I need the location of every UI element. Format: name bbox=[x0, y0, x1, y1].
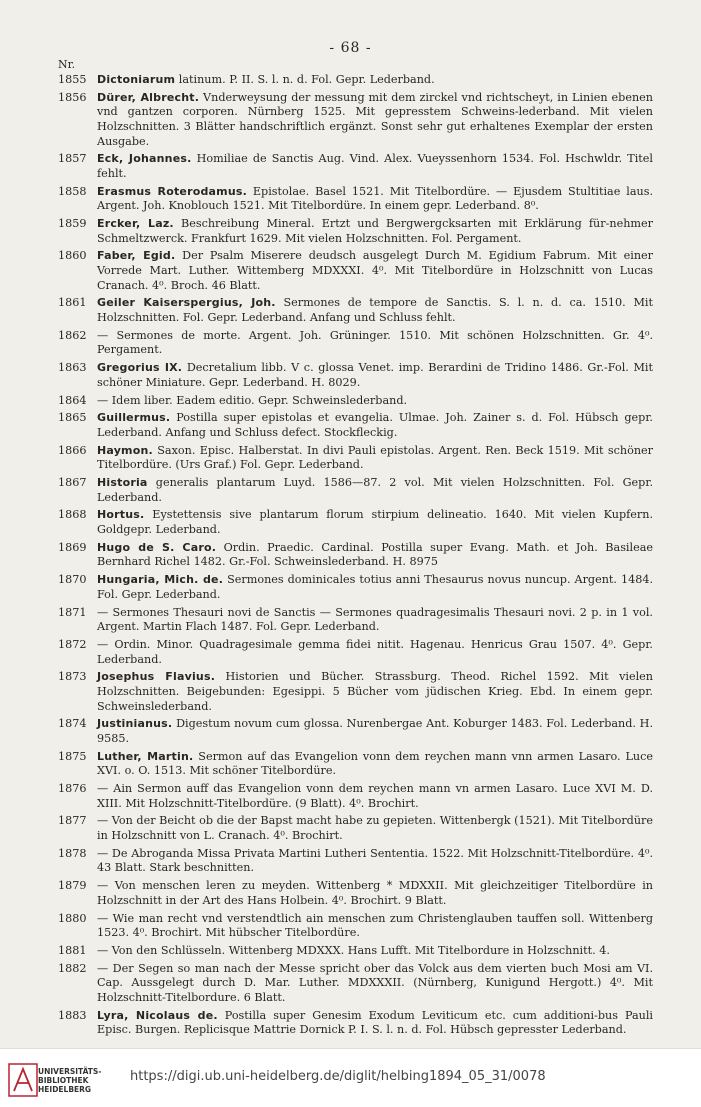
page-number: - 68 - bbox=[329, 40, 372, 56]
entry-description: Epistolae. Basel 1521. Mit Titelbordüre. — Ejusdem Stultitiae laus. Argent. Joh. Knoblouch 1521. Mit Titelbordüre. In einem gepr. Lederband. 8⁰. bbox=[97, 184, 653, 213]
entry-description: Postilla super Genesim Exodum Leviticum etc. cum additioni-bus Pauli Episc. Burgen. Replicisque Mattrie Dornick P. I. S. l. n. d. Fol. Hübsch gepresster Lederband. bbox=[97, 1008, 653, 1037]
entry-description: — Von den Schlüsseln. Wittenberg MDXXX. Hans Lufft. Mit Titelbordure in Holzschnitt. 4. bbox=[97, 943, 610, 957]
catalog-entry bbox=[0, 750, 701, 779]
entry-description: Sermones dominicales totius anni Thesaurus novus nuncup. Argent. 1484. Fol. Gepr. Lederband. bbox=[97, 573, 654, 601]
entry-number: 1877 bbox=[58, 814, 87, 828]
entry-number: 1860 bbox=[58, 249, 87, 263]
entry-description: Decretalium libb. V c. glossa Venet. imp. Berardini de Tridino 1486. Gr.-Fol. Mit schöner Miniature. Gepr. Lederband. H. 8029. bbox=[97, 361, 653, 389]
library-name bbox=[38, 1067, 101, 1094]
catalog-entry bbox=[0, 444, 701, 473]
entry-number: 1863 bbox=[58, 361, 87, 375]
catalog-entry bbox=[0, 638, 701, 667]
entry-number: 1874 bbox=[58, 717, 87, 731]
catalog-entry bbox=[0, 411, 701, 440]
entry-description: Homiliae de Sanctis Aug. Vind. Alex. Vueyssenhorn 1534. Fol. Hschwldr. Titel fehlt. bbox=[97, 152, 653, 180]
entry-number: 1882 bbox=[58, 961, 87, 975]
entry-number: 1870 bbox=[58, 573, 87, 587]
catalog-entries bbox=[0, 73, 701, 1041]
entry-number: 1865 bbox=[58, 411, 87, 425]
entry-heading: Haymon. bbox=[97, 443, 153, 457]
entry-number: 1859 bbox=[58, 217, 87, 231]
entry-number: 1858 bbox=[58, 184, 87, 198]
catalog-entry bbox=[0, 879, 701, 908]
catalog-entry bbox=[0, 670, 701, 714]
catalog-entry bbox=[0, 606, 701, 635]
catalog-entry bbox=[0, 944, 701, 959]
catalog-entry bbox=[0, 329, 701, 358]
catalog-entry bbox=[0, 912, 701, 941]
catalog-entry bbox=[0, 296, 701, 325]
catalog-entry bbox=[0, 782, 701, 811]
entry-number: 1861 bbox=[58, 296, 87, 310]
catalog-entry bbox=[0, 508, 701, 537]
catalog-entry bbox=[0, 541, 701, 570]
entry-heading: Josephus Flavius. bbox=[97, 670, 216, 684]
entry-heading: Justinianus. bbox=[97, 717, 173, 731]
nr-label: Nr. bbox=[58, 58, 76, 71]
entry-number: 1881 bbox=[58, 943, 87, 957]
entry-heading: Luther, Martin. bbox=[97, 749, 194, 763]
catalog-entry bbox=[0, 476, 701, 505]
entry-heading: Historia bbox=[97, 476, 148, 490]
entry-heading: Faber, Egid. bbox=[97, 249, 176, 263]
entry-heading: Lyra, Nicolaus de. bbox=[97, 1008, 218, 1022]
catalog-entry bbox=[0, 73, 701, 88]
entry-heading: Guillermus. bbox=[97, 411, 171, 425]
entry-number: 1872 bbox=[58, 637, 87, 651]
entry-description: — Sermones de morte. Argent. Joh. Grüninger. 1510. Mit schönen Holzschnitten. Gr. 4⁰. Pergament. bbox=[97, 328, 653, 357]
entry-number: 1855 bbox=[58, 73, 87, 86]
entry-description: — Sermones Thesauri novi de Sanctis — Sermones quadragesimalis Thesauri novi. 2 p. in 1 vol. Argent. Martin Flach 1487. Fol. Gepr. Lederband. bbox=[97, 605, 653, 634]
entry-heading: Dictoniarum bbox=[97, 73, 176, 86]
entry-description: — Wie man recht vnd verstendtlich ain menschen zum Christenglauben tauffen soll. Wittenberg 1523. 4⁰. Brochirt. Mit hübscher Titelbordüre. bbox=[97, 911, 653, 940]
entry-description: — De Abroganda Missa Privata Martini Lutheri Sententia. 1522. Mit Holzschnitt-Titelbordüre. 4⁰. 43 Blatt. Stark beschnitten. bbox=[97, 846, 653, 875]
entry-description: Sermon auf das Evangelion vonn dem reychen mann vnn armen Lasaro. Luce XVI. o. O. 1513. Mit schöner Titelbordüre. bbox=[97, 749, 653, 778]
entry-number: 1869 bbox=[58, 540, 87, 554]
entry-number: 1879 bbox=[58, 879, 87, 893]
entry-heading: Gregorius IX. bbox=[97, 361, 183, 375]
catalog-entry bbox=[0, 573, 701, 602]
entry-description: Der Psalm Miserere deudsch ausgelegt Durch M. Egidium Fabrum. Mit einer Vorrede Mart. Luther. Wittemberg MDXXXI. 4⁰. Mit Titelbordüre in Holzschnitt von Lucas Cranach. 4⁰. Broch. 46 Blatt. bbox=[97, 249, 653, 292]
catalog-entry bbox=[0, 91, 701, 149]
entry-description: — Ordin. Minor. Quadragesimale gemma fidei nitit. Hagenau. Henricus Grau 1507. 4⁰. Gepr. Lederband. bbox=[97, 637, 653, 666]
entry-number: 1883 bbox=[58, 1008, 87, 1022]
source-url-link[interactable]: https://digi.ub.uni-heidelberg.de/diglit/helbing1894_05_31/0078 bbox=[130, 1069, 546, 1084]
entry-description: Postilla super epistolas et evangelia. Ulmae. Joh. Zainer s. d. Fol. Hübsch gepr. Lederband. Anfang und Schluss defect. Stockfleckig. bbox=[97, 411, 653, 439]
footer-bar bbox=[0, 1048, 701, 1107]
entry-number: 1866 bbox=[58, 443, 87, 457]
entry-number: 1868 bbox=[58, 508, 87, 522]
entry-description: Eystettensis sive plantarum florum stirpium delineatio. 1640. Mit vielen Kupfern. Goldgepr. Lederband. bbox=[97, 508, 654, 537]
catalog-entry bbox=[0, 185, 701, 214]
library-name-line: BIBLIOTHEK bbox=[38, 1076, 89, 1085]
entry-number: 1880 bbox=[58, 911, 87, 925]
catalog-entry bbox=[0, 717, 701, 746]
entry-heading: Hortus. bbox=[97, 508, 145, 522]
entry-description: Saxon. Episc. Halberstat. In divi Pauli epistolas. Argent. Ren. Beck 1519. Mit schöner Titelbordüre. (Urs Graf.) Fol. Gepr. Lederband. bbox=[97, 443, 653, 472]
catalog-entry bbox=[0, 962, 701, 1006]
entry-description: — Von menschen leren zu meyden. Wittenberg * MDXXII. Mit gleichzeitiger Titelbordüre in Holzschnitt in der Art des Hans Holbein. 4⁰. Brochirt. 9 Blatt. bbox=[97, 879, 653, 907]
entry-description: Sermones de tempore de Sanctis. S. l. n. d. ca. 1510. Mit Holzschnitten. Fol. Gepr. Lederband. Anfang und Schluss fehlt. bbox=[97, 296, 654, 325]
entry-number: 1857 bbox=[58, 152, 87, 166]
catalog-entry bbox=[0, 814, 701, 843]
catalog-entry bbox=[0, 847, 701, 876]
entry-heading: Dürer, Albrecht. bbox=[97, 90, 200, 104]
library-name-line: HEIDELBERG bbox=[38, 1085, 92, 1094]
university-seal-icon bbox=[8, 1063, 38, 1097]
entry-number: 1864 bbox=[58, 393, 87, 407]
entry-heading: Hugo de S. Caro. bbox=[97, 540, 217, 554]
library-name-line: UNIVERSITÄTS- bbox=[38, 1067, 102, 1076]
entry-heading: Geiler Kaiserspergius, Joh. bbox=[97, 296, 276, 310]
entry-number: 1878 bbox=[58, 846, 87, 860]
entry-description: Beschreibung Mineral. Ertzt und Bergwergcksarten mit Erklärung für-nehmer Schmeltzwerck. Frankfurt 1629. Mit vielen Holzschnitten. Fol. Pergament. bbox=[97, 217, 653, 245]
entry-description: Historien und Bücher. Strassburg. Theod. Richel 1592. Mit vielen Holzschnitten. Beigebunden: Egesippi. 5 Bücher vom jüdischen Krieg. Ebd. In einem gepr. Schweinslederband. bbox=[97, 670, 653, 713]
entry-description: — Von der Beicht ob die der Bapst macht habe zu gepieten. Wittenbergk (1521). Mit Titelbordüre in Holzschnitt von L. Cranach. 4⁰. Brochirt. bbox=[97, 814, 653, 843]
catalog-entry bbox=[0, 152, 701, 181]
entry-heading: Erasmus Roterodamus. bbox=[97, 184, 247, 198]
catalog-entry bbox=[0, 217, 701, 246]
entry-number: 1856 bbox=[58, 90, 87, 104]
entry-description: — Ain Sermon auff das Evangelion vonn dem reychen mann vn armen Lasaro. Luce XVI M. D. XIII. Mit Holzschnitt-Titelbordüre. (9 Blatt). 4⁰. Brochirt. bbox=[97, 782, 653, 810]
entry-description: latinum. P. II. S. l. n. d. Fol. Gepr. Lederband. bbox=[178, 73, 435, 86]
entry-number: 1873 bbox=[58, 670, 87, 684]
entry-description: — Idem liber. Eadem editio. Gepr. Schweinslederband. bbox=[97, 393, 408, 407]
catalog-entry bbox=[0, 361, 701, 390]
entry-heading: Ercker, Laz. bbox=[97, 217, 174, 231]
entry-number: 1876 bbox=[58, 782, 87, 796]
entry-description: — Der Segen so man nach der Messe spricht ober das Volck aus dem vierten buch Mosi am VI. Cap. Aussgelegt durch D. Mar. Luther. MDXXXII. (Nürnberg, Kunigund Hergott.) 4⁰. Mit Holzschnitt-Titelbordure. 6 Blatt. bbox=[97, 961, 653, 1004]
entry-heading: Eck, Johannes. bbox=[97, 152, 192, 166]
catalog-entry bbox=[0, 249, 701, 293]
entry-number: 1875 bbox=[58, 749, 87, 763]
entry-number: 1867 bbox=[58, 476, 87, 490]
entry-description: Digestum novum cum glossa. Nurenbergae Ant. Koburger 1483. Fol. Lederband. H. 9585. bbox=[97, 717, 653, 745]
entry-description: Vnderweysung der messung mit dem zirckel vnd richtscheyt, in Linien ebenen vnd gantzen corporen. Nürnberg 1525. Mit gepresstem Schweins-lederband. Mit vielen Holzschnitten. 3 Blätter handschriftlich ergänzt. Sonst sehr gut erhaltenes Exemplar der ersten Ausgabe. bbox=[97, 90, 653, 148]
entry-number: 1871 bbox=[58, 605, 87, 619]
entry-description: generalis plantarum Luyd. 1586—87. 2 vol. Mit vielen Holzschnitten. Fol. Gepr. Lederband. bbox=[97, 476, 653, 504]
entry-heading: Hungaria, Mich. de. bbox=[97, 573, 224, 587]
catalog-entry bbox=[0, 394, 701, 409]
entry-number: 1862 bbox=[58, 328, 87, 342]
entry-description: Ordin. Praedic. Cardinal. Postilla super Evang. Math. et Joh. Basileae Bernhard Richel 1482. Gr.-Fol. Schweinslederband. H. 8975 bbox=[97, 540, 654, 569]
catalog-entry bbox=[0, 1009, 701, 1038]
